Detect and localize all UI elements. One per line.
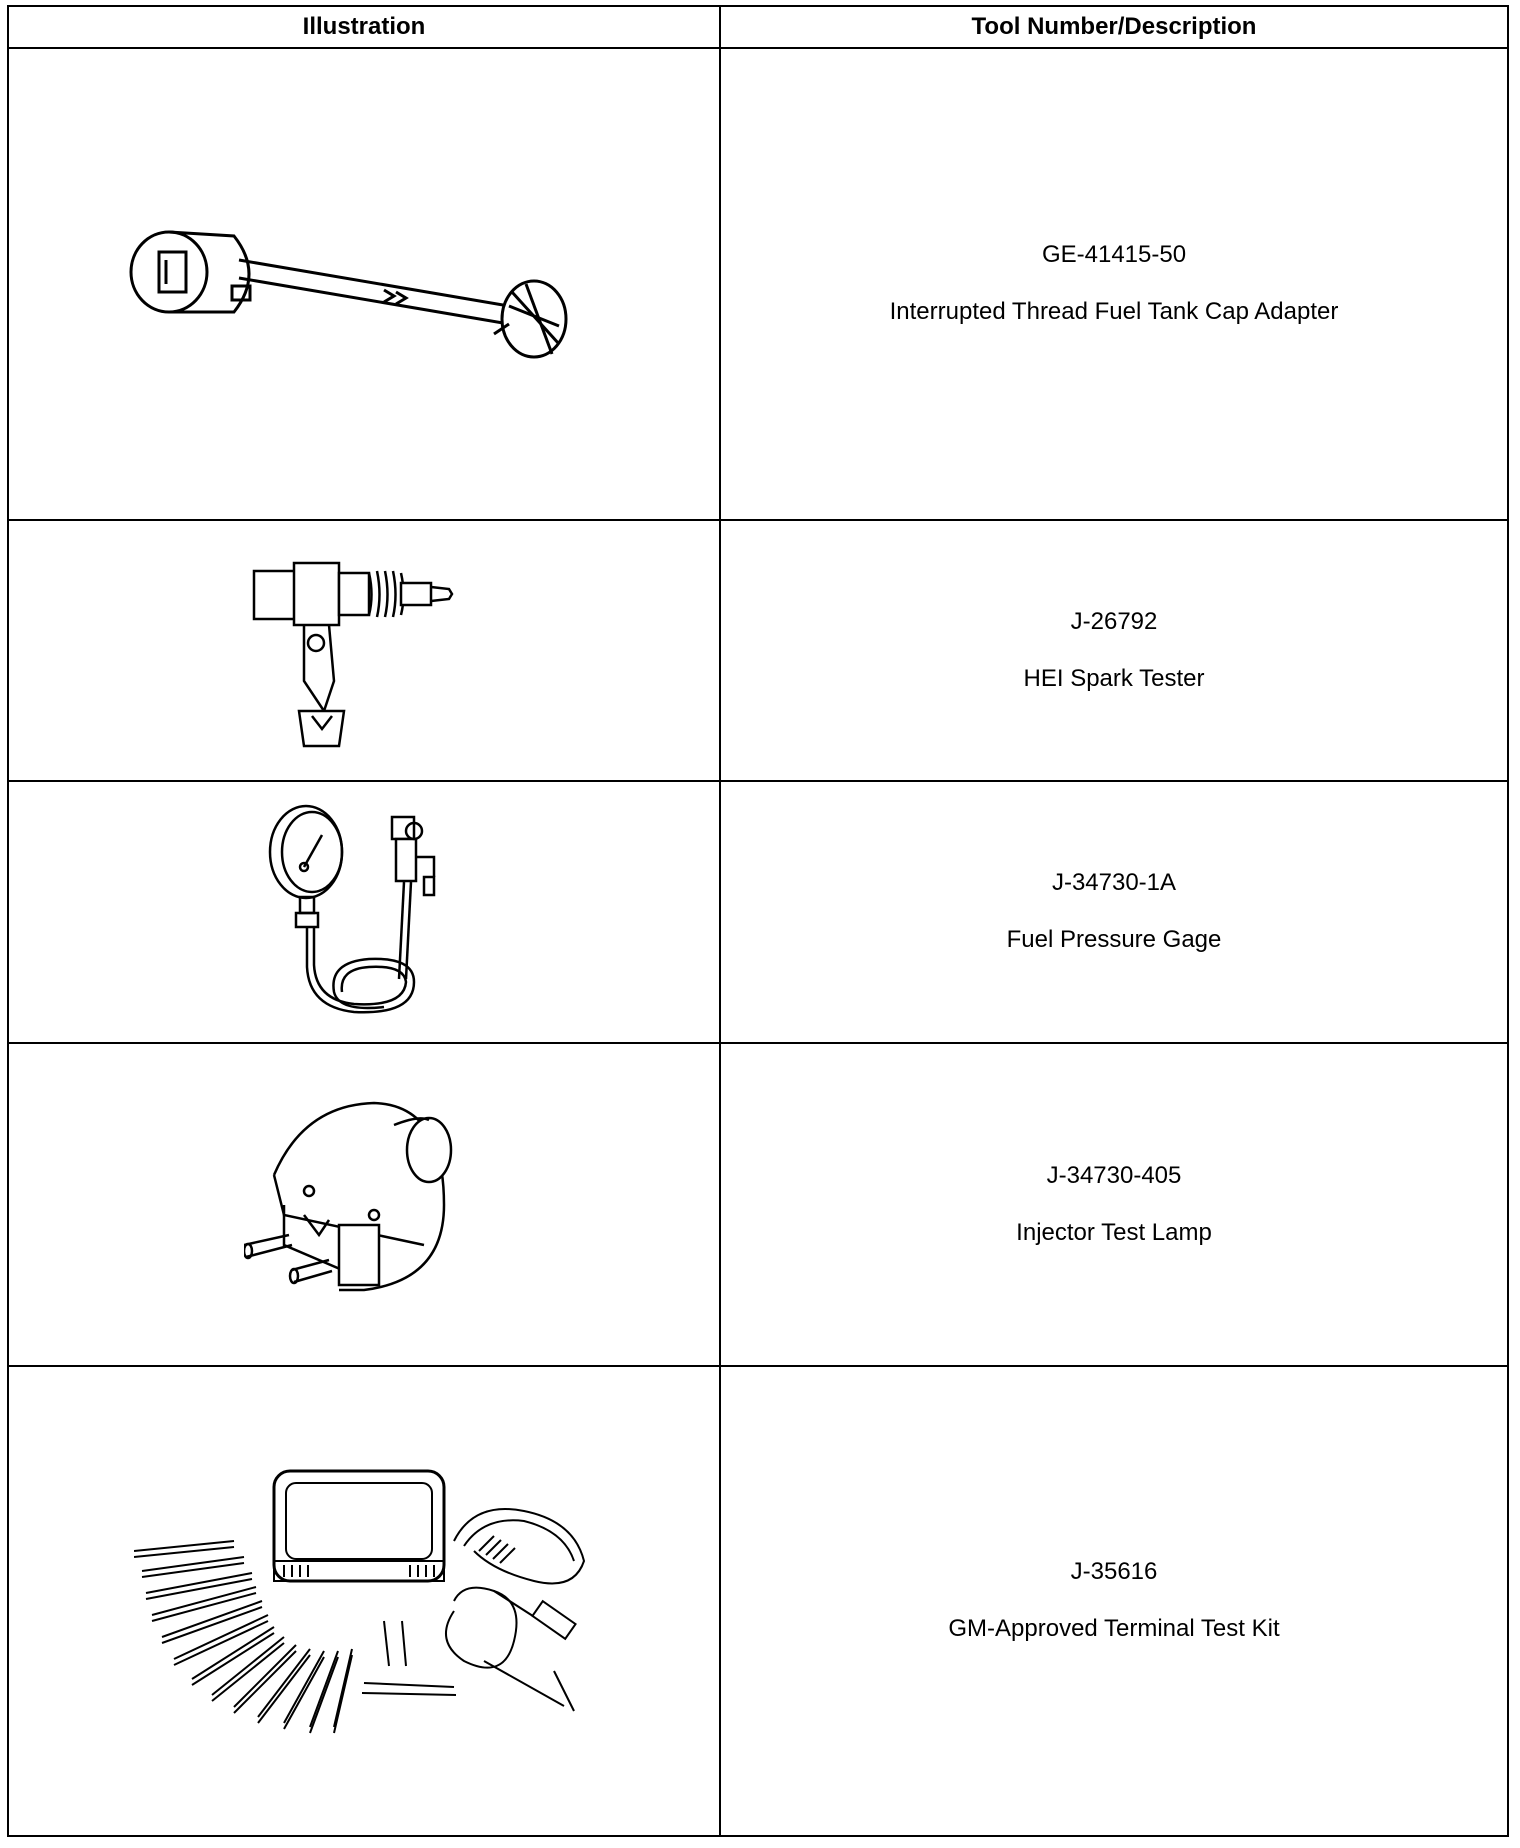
tool-number: J-34730-1A xyxy=(1051,869,1177,897)
illustration-cell xyxy=(8,48,720,520)
header-illustration: Illustration xyxy=(8,6,720,48)
tool-description-cell xyxy=(720,1366,1508,1836)
special-tools-table xyxy=(7,5,1509,1837)
tool-number: J-26792 xyxy=(1070,607,1158,635)
tool-description-cell xyxy=(720,48,1508,520)
table-row xyxy=(8,781,1508,1043)
spark-tester-icon xyxy=(244,551,484,751)
table-row xyxy=(8,520,1508,781)
table-row xyxy=(8,1366,1508,1836)
tool-description: Injector Test Lamp xyxy=(1016,1218,1212,1246)
illustration-cell xyxy=(8,781,720,1043)
illustration-cell xyxy=(8,520,720,781)
header-tool-description: Tool Number/Description xyxy=(720,6,1508,48)
tool-number: J-35616 xyxy=(1070,1558,1158,1586)
terminal-test-kit-icon xyxy=(134,1461,594,1741)
fuel-tank-cap-adapter-icon xyxy=(114,194,614,374)
tool-description-cell xyxy=(720,1043,1508,1366)
table-row xyxy=(8,1043,1508,1366)
tool-description: HEI Spark Tester xyxy=(1023,664,1205,692)
tool-number: J-34730-405 xyxy=(1046,1161,1182,1189)
tool-number: GE-41415-50 xyxy=(1041,241,1187,269)
tool-description: Interrupted Thread Fuel Tank Cap Adapter xyxy=(889,298,1339,325)
illustration-cell xyxy=(8,1366,720,1836)
tool-description: Fuel Pressure Gage xyxy=(1006,926,1222,953)
tool-description-cell xyxy=(720,520,1508,781)
header-row xyxy=(8,6,1508,48)
illustration-cell xyxy=(8,1043,720,1366)
table-row xyxy=(8,48,1508,520)
injector-test-lamp-icon xyxy=(244,1095,484,1315)
tool-description-cell xyxy=(720,781,1508,1043)
fuel-pressure-gage-icon xyxy=(264,797,464,1027)
tool-description: GM-Approved Terminal Test Kit xyxy=(948,1615,1280,1642)
